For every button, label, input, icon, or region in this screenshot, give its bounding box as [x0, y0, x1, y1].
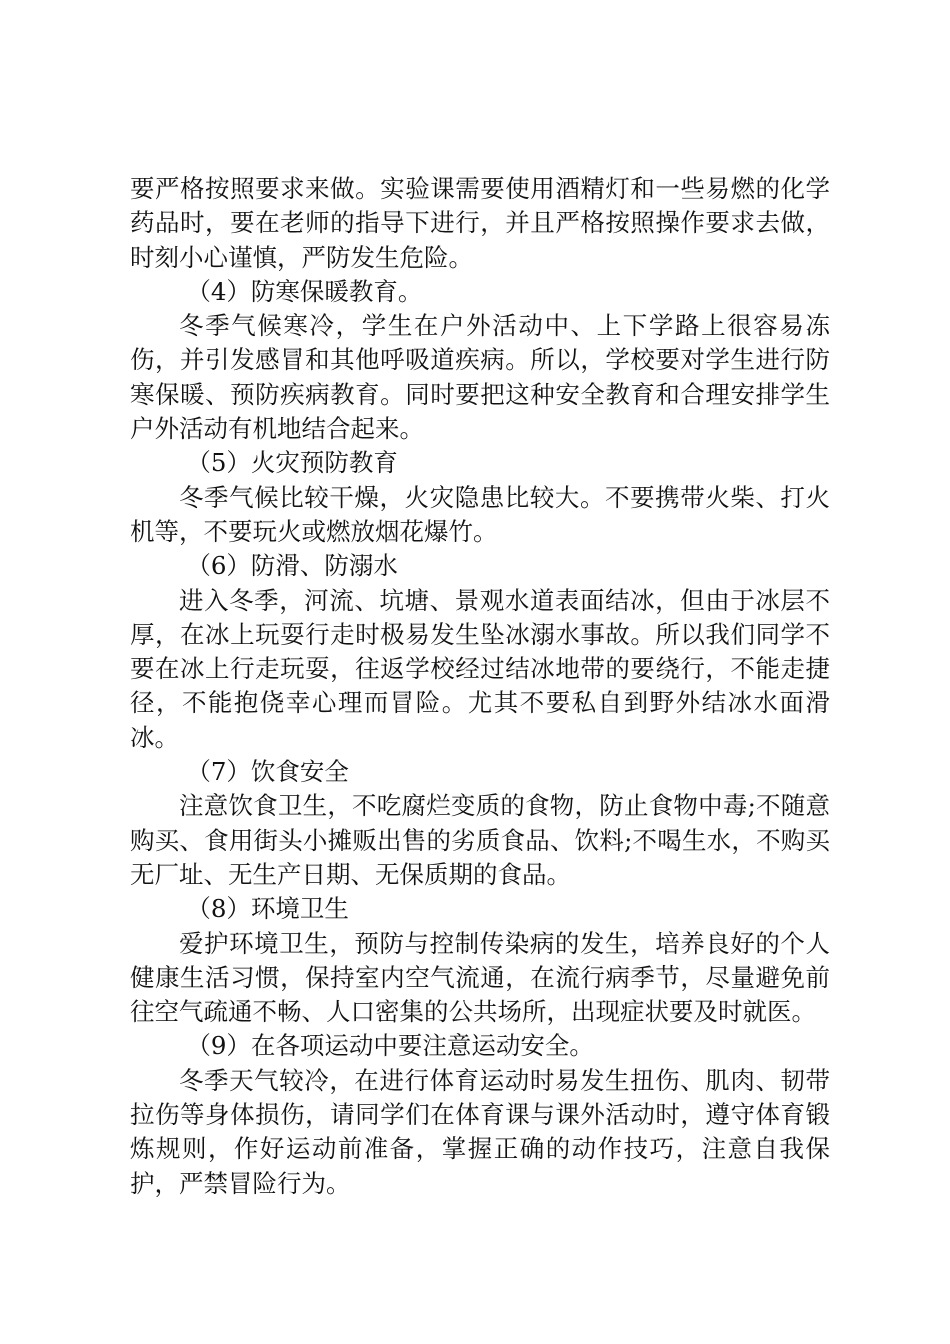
paragraph-anti-slip-drowning: 进入冬季，河流、坑塘、景观水道表面结冰，但由于冰层不厚，在冰上玩耍行走时极易发生坠冰溺水事故。所以我们同学不要在冰上行走玩耍，往返学校经过结冰地带的要绕行，不能走捷径，不能抱侥幸心理而冒险。尤其不要私自到野外结冰水面滑冰。	[130, 585, 830, 752]
heading-cold-protection: （4）防寒保暖教育。	[186, 276, 423, 306]
paragraph-food-safety: 注意饮食卫生，不吃腐烂变质的食物，防止食物中毒;不随意购买、食用街头小摊贩出售的劣质食品、饮料;不喝生水，不购买无厂址、无生产日期、无保质期的食品。	[130, 791, 830, 889]
paragraph-sports-safety: 冬季天气较冷，在进行体育运动时易发生扭伤、肌肉、韧带拉伤等身体损伤，请同学们在体育课与课外活动时，遵守体育锻炼规则，作好运动前准备，掌握正确的动作技巧，注意自我保护，严禁冒险行为。	[130, 1065, 830, 1198]
document-page	[130, 172, 830, 1201]
heading-environmental-hygiene: （8）环境卫生	[186, 894, 349, 924]
paragraph-fire-prevention: 冬季气候比较干燥，火灾隐患比较大。不要携带火柴、打火机等，不要玩火或燃放烟花爆竹。	[130, 482, 830, 546]
paragraph-lab-safety-continued: 要严格按照要求来做。实验课需要使用酒精灯和一些易燃的化学药品时，要在老师的指导下进行，并且严格按照操作要求去做，时刻小心谨慎，严防发生危险。	[130, 174, 830, 272]
heading-fire-prevention: （5）火灾预防教育	[186, 448, 398, 478]
paragraph-cold-protection: 冬季气候寒冷，学生在户外活动中、上下学路上很容易冻伤，并引发感冒和其他呼吸道疾病。所以，学校要对学生进行防寒保暖、预防疾病教育。同时要把这种安全教育和合理安排学生户外活动有机地结合起来。	[130, 311, 830, 444]
heading-anti-slip-drowning: （6）防滑、防溺水	[186, 551, 398, 581]
paragraph-environmental-hygiene: 爱护环境卫生，预防与控制传染病的发生，培养良好的个人健康生活习惯，保持室内空气流通，在流行病季节，尽量避免前往空气疏通不畅、人口密集的公共场所，出现症状要及时就医。	[130, 928, 830, 1027]
heading-food-safety: （7）饮食安全	[186, 757, 349, 787]
heading-sports-safety: （9）在各项运动中要注意运动安全。	[186, 1031, 594, 1061]
